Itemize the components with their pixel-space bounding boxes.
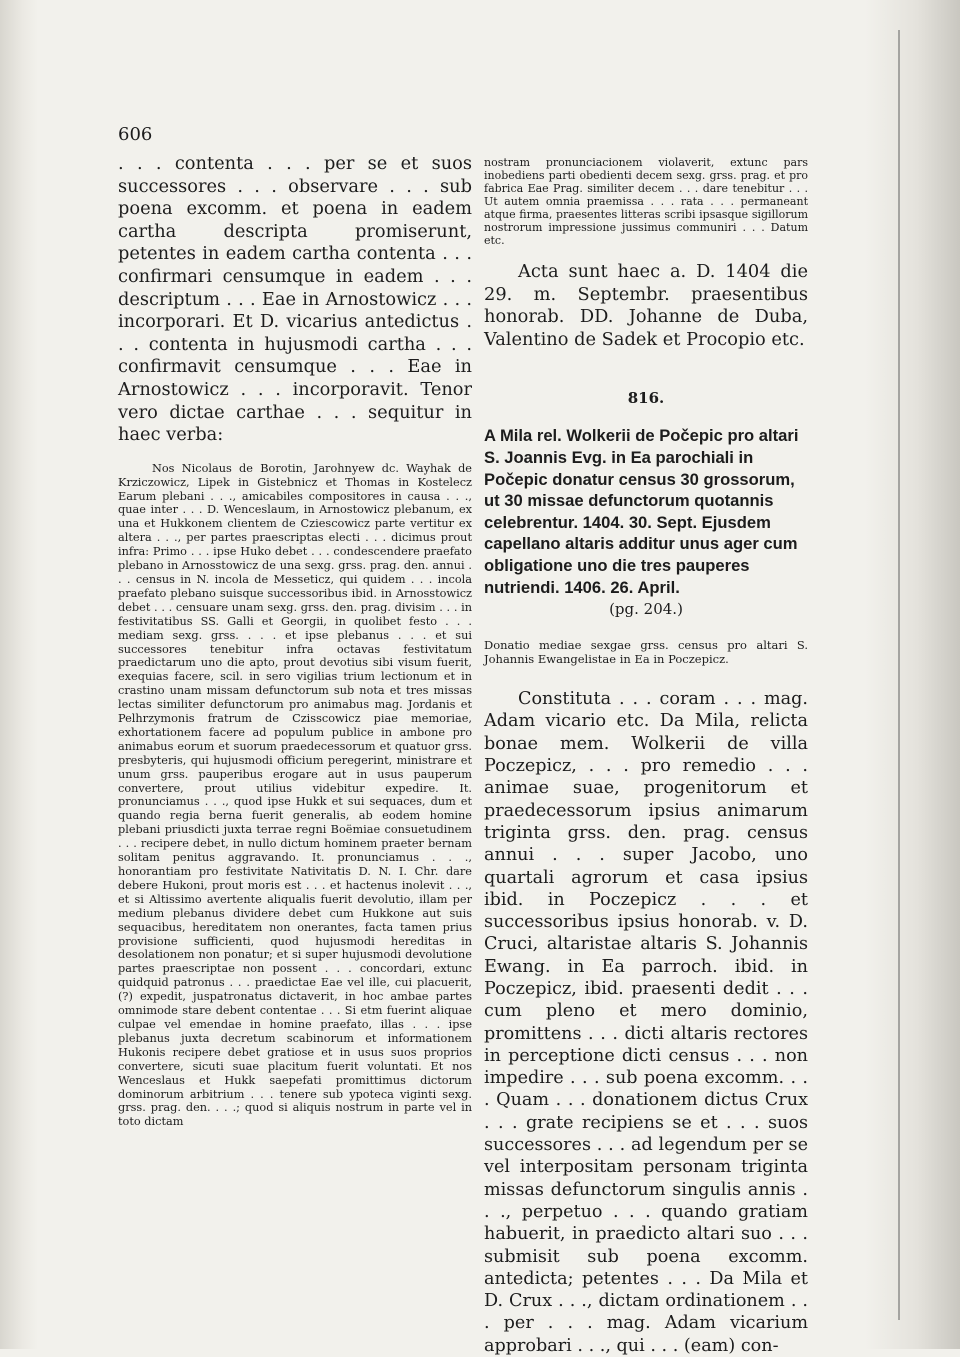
main-paragraph: . . . contenta . . . per se et suos successores . . . observare . . . sub poena excomm. et poena in eadem cartha descripta promiserunt, petentes in eadem cartha contenta . . . confirmari censumque in eadem . . . descriptum . . . Eae in Arnostowicz . . . incorporari. Et D. vicarius antedictus . . . contenta in hujusmodi cartha . . . confirmavit censumque . . . Eae in Arnostowicz . . . incorporavit. Tenor vero dictae carthae . . . sequitur in haec verba: <box>118 153 472 446</box>
charter-text: Nos Nicolaus de Borotin, Jarohnyew dc. Wayhak de Krziczowicz, Lipek in Gistebnicz et Thomas in Kostelecz Earum plebani . . ., amicabiles compositores in causa . . ., quae inter . . . D. Wenceslaum, in Arnostowicz plebanum, ex una et Hukkonem clientem de Cziescowicz parte vertitur ex altera . . ., per partes praescriptas electi . . . dicimus prout infra: Primo . . . ipse Huko debet . . . condescendere praefato plebano in Arnosstowicz de una sexg. grss. prag. den. annui . . . census in N. incola de Messeticz, qui quidem . . . incola praefato plebano suisque successoribus ibid. in Arnosstowicz debet . . . censuare unam sexg. grss. den. prag. divisim . . . in festivitatibus SS. Galli et Georgii, in quolibet festo . . . mediam sexg. grss. . . . et ipse plebanus . . . et sui successores tenebitur infra octavas festivitatum praedictarum uno die apto, prout devotius sibi visum fuerit, exequias facere, scil. in sero vigilias trium lectionum et in crastino unam missam defunctorum sub nota et tres missas lectas similiter defunctorum pro animabus mag. Jordanis et Pelhrzymonis fratrum de Czisscowicz piae memoriae, exhortationem facere ad populum publice in ambone pro animabus eorum et suorum praedecessorum et quatuor grss. presbyteris, qui hujusmodi officium peregerint, ministrare et unum grss. pauperibus erogare aut in usus pauperum convertere, prout utilius videbitur expedire. It. pronunciamus . . ., quod ipse Hukk et sui sequaces, dum et quando regia berna fuerit generalis, ab eodem homine plebani priusdicti juxta terrae regni Boëmiae consuetudinem . . . recipere debet, in nullo dictum hominem praeter bernam solitam penitus aggravando. It. pronunciamus . . ., honorantiam pro festivitate Nativitatis D. N. I. Chr. dare debere Hukoni, prout moris est . . . et hactenus inolevit . . ., et si Altissimo avertente aliqualis fuerit devolutio, illam per medium plebanus dividere debet cum Hukkone aut suis sequacibus, hereditatem non onerantes, facta tamen prius provisione sufficienti, quod hujusmodi hereditas in desolationem non ponatur; et si super hujusmodi devolutione partes praescriptae non possent . . . concordari, extunc quidquid patronus . . . praedictae Eae vel ille, cui placuerit, (?) expedit, juspatronatus dictaverit, in hoc ambae partes omnimode stare debent contentae . . . Si etm fuerint aliquae culpae vel emendae in homine praefato, illas . . . ipse plebanus juxta decretum scabinorum et informationem Hukonis recipere debet gratiose et in usus suos proprios convertere, sicuti suae placitum fuerit voluntati. Et nos Wenceslaus et Hukk saepefati promittimus dictorum dominorum arbitrium . . . tenere sub ypoteca viginti sexg. grss. prag. den. . . .; quod si aliquis nostrum in parte vel in toto dictam <box>118 461 472 1129</box>
page-reference: (pg. 204.) <box>609 600 683 619</box>
scan-right-edge <box>865 0 960 1349</box>
document-heading: A Mila rel. Wolkerii de Počepic pro altari S. Joannis Evg. in Ea parochiali in Počepic donatur census 30 grossorum, ut 30 missae defunctorum quotannis celebrentur. 1404. 30. Sept. Ejusdem capellano altaris additur unus ager cum obligatione uno die tres pauperes nutriendi. 1406. 26. April. <box>484 426 799 597</box>
page-number: 606 <box>118 124 153 145</box>
scan-edge-line <box>898 30 900 1320</box>
scan-left-edge <box>0 0 38 1349</box>
donation-text: Constituta . . . coram . . . mag. Adam vicario etc. Da Mila, relicta bonae mem. Wolkerii de villa Poczepicz, . . . pro remedio . . . animae suae, progenitorum et praedecessorum ipsius animarum triginta grss. den. prag. census annui . . . super Jacobo, uno quartali agrorum et casa ipsius ibid. in Poczepicz . . . et successoribus ipsius honorab. v. D. Cruci, altaristae altaris S. Johannis Ewang. in Ea parroch. ibid. in Poczepicz, ibid. praesenti dedit . . . cum pleno et mero dominio, promittens . . . dicti altaris rectores in perceptione dicti census . . . non impedire . . . sub poena excomm. . . . Quam . . . donationem dictus Crux . . . grate recipiens se et . . . suos successores . . . ad legendum per se vel interpositam personam triginta missas defunctorum singulis annis . . ., perpetuo . . . quando gratiam habuerit, in praedicto altari suo . . . submisit sub poena excomm. antedicta; petentes . . . Da Mila et D. Crux . . ., dictam ordinationem . . . per . . . mag. Adam vicarium approbari . . ., qui . . . (eam) con- <box>484 689 808 1356</box>
right-column <box>484 156 808 1357</box>
charter-continuation: nostram pronunciacionem violaverit, extunc pars inobediens parti obedienti decem sexg. grss. prag. et pro fabrica Eae Prag. similiter decem . . . dare tenebitur . . . Ut autem omnia praemissa . . . rata . . . permaneant atque firma, praesentes litteras scribi ipsasque sigillorum nostrorum impressione jussimus communiri . . . Datum etc. <box>484 156 808 247</box>
document-number: 816. <box>627 389 665 408</box>
left-column <box>118 153 472 1129</box>
acta-paragraph: Acta sunt haec a. D. 1404 die 29. m. Septembr. praesentibus honorab. DD. Johanne de Duba, Valentino de Sadek et Procopio etc. <box>484 261 808 350</box>
summary-note: Donatio mediae sexgae grss. census pro altari S. Johannis Ewangelistae in Ea in Poczepicz. <box>484 638 808 667</box>
